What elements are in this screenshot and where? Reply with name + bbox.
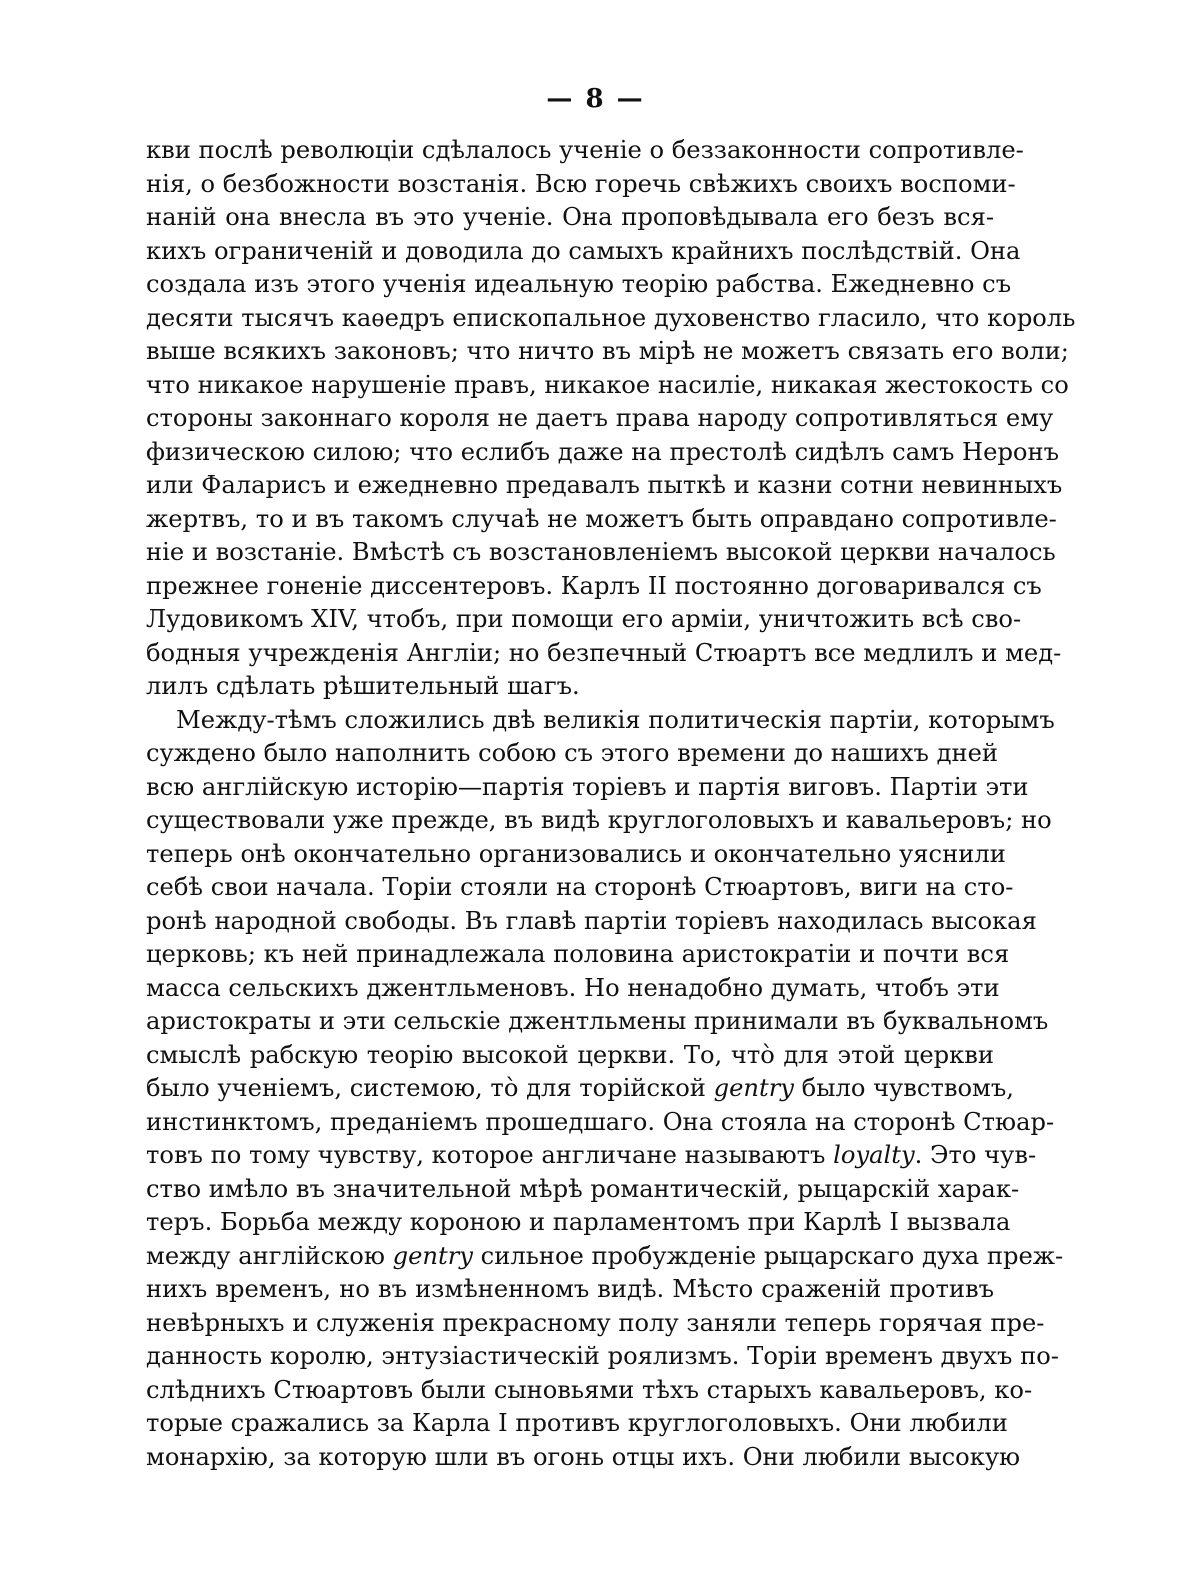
text-fragment: сильное пробужденіе рыцарскаго духа преж- xyxy=(480,1241,1064,1270)
text-line: суждено было наполнить собою съ этого времени до нашихъ дней xyxy=(146,739,999,767)
text-line xyxy=(146,1139,1037,1173)
text-line: стороны законнаго короля не даетъ права народу сопротивляться ему xyxy=(146,404,1054,432)
text-line: существовали уже прежде, въ видѣ круглоголовыхъ и кавальеровъ; но xyxy=(146,806,1052,834)
text-line: ронѣ народной свободы. Въ главѣ партіи торіевъ находилась высокая xyxy=(146,906,1037,935)
foreign-word: gentry xyxy=(392,1241,473,1270)
text-line xyxy=(146,1240,1064,1274)
text-line: невѣрныхъ и служенія прекрасному полу заняли теперь горячая пре- xyxy=(146,1308,1045,1337)
text-line: лилъ сдѣлать рѣшительный шагъ. xyxy=(146,672,580,700)
text-line: прежнее гоненіе диссентеровъ. Карлъ II постоянно договаривался съ xyxy=(146,571,1042,600)
text-line: физическою силою; что еслибъ даже на престолѣ сидѣлъ самъ Неронъ xyxy=(146,437,1059,466)
text-line: наній она внесла въ это ученіе. Она проповѣдывала его безъ вся- xyxy=(146,203,994,231)
text-line: теръ. Борьба между короною и парламентомъ при Карлѣ I вызвала xyxy=(146,1208,1011,1236)
text-line: монархію, за которую шли въ огонь отцы ихъ. Они любили высокую xyxy=(146,1442,1021,1471)
text-line: нихъ временъ, но въ измѣненномъ видѣ. Мѣсто сраженій противъ xyxy=(146,1275,994,1303)
text-line: нія, о безбожности возстанія. Всю горечь свѣжихъ своихъ воспоми- xyxy=(146,169,1016,198)
text-line: жертвъ, то и въ такомъ случаѣ не можетъ быть оправдано сопротивле- xyxy=(146,504,1057,533)
text-line: ство имѣло въ значительной мѣрѣ романтическій, рыцарскій харак- xyxy=(146,1174,1020,1203)
text-line: создала изъ этого ученія идеальную теорію рабства. Ежедневно съ xyxy=(146,270,1012,298)
page-number: — 8 — xyxy=(546,84,645,114)
text-line: Лудовикомъ XIV, чтобъ, при помощи его арміи, уничтожить всѣ сво- xyxy=(146,605,1022,633)
text-line: теперь онѣ окончательно организовались и окончательно уяснили xyxy=(146,839,1006,868)
text-line: выше всякихъ законовъ; что ничто въ мірѣ не можетъ связать его воли; xyxy=(146,337,1069,365)
text-line: ніе и возстаніе. Вмѣстѣ съ возстановленіемъ высокой церкви началось xyxy=(146,538,1056,566)
text-fragment: между англійскою xyxy=(146,1241,385,1270)
foreign-word: gentry xyxy=(713,1074,794,1102)
text-line: Между-тѣмъ сложились двѣ великія политическія партіи, которымъ xyxy=(176,705,1055,734)
body-text xyxy=(146,134,1076,1474)
text-fragment: было ученіемъ, системою, то̀ для торійской xyxy=(146,1074,706,1102)
text-line: аристократы и эти сельскіе джентльмены принимали въ буквальномъ xyxy=(146,1007,1049,1035)
text-line: что никакое нарушеніе правъ, никакое насиліе, никакая жестокость со xyxy=(146,370,1069,399)
text-line: церковь; къ ней принадлежала половина аристократіи и почти вся xyxy=(146,940,1010,968)
text-line: слѣднихъ Стюартовъ были сыновьями тѣхъ старыхъ кавальеровъ, ко- xyxy=(146,1375,1033,1404)
text-line: смыслѣ рабскую теорію высокой церкви. То, что̀ для этой церкви xyxy=(146,1040,994,1069)
foreign-word: loyalty xyxy=(833,1141,915,1169)
text-line: или Фаларисъ и ежедневно предавалъ пыткѣ и казни сотни невинныхъ xyxy=(146,471,1063,499)
text-line: кви послѣ революціи сдѣлалось ученіе о беззаконности сопротивле- xyxy=(146,136,1024,164)
text-line: себѣ свои начала. Торіи стояли на сторонѣ Стюартовъ, виги на сто- xyxy=(146,873,1014,901)
text-line: данность королю, энтузіастическій роялизмъ. Торіи временъ двухъ по- xyxy=(146,1342,1059,1370)
text-line: десяти тысячъ каѳедръ епископальное духовенство гласило, что король xyxy=(146,303,1076,332)
text-line: бодныя учрежденія Англіи; но безпечный Стюартъ все медлилъ и мед- xyxy=(146,638,1062,667)
text-line: кихъ ограниченій и доводила до самыхъ крайнихъ послѣдствій. Она xyxy=(146,236,1021,265)
text-fragment: . Это чув- xyxy=(914,1141,1037,1169)
text-line: инстинктомъ, преданіемъ прошедшаго. Она стояла на сторонѣ Стюар- xyxy=(146,1107,1055,1136)
text-line: торые сражались за Карла I противъ круглоголовыхъ. Они любили xyxy=(146,1409,1008,1437)
text-line xyxy=(146,1072,1014,1106)
text-line: всю англійскую исторію—партія торіевъ и партія виговъ. Партіи эти xyxy=(146,772,1029,801)
text-line: масса сельскихъ джентльменовъ. Но ненадобно думать, чтобъ эти xyxy=(146,973,1000,1002)
text-fragment: товъ по тому чувству, которое англичане называютъ xyxy=(146,1141,826,1169)
text-fragment: было чувствомъ, xyxy=(801,1074,1014,1102)
